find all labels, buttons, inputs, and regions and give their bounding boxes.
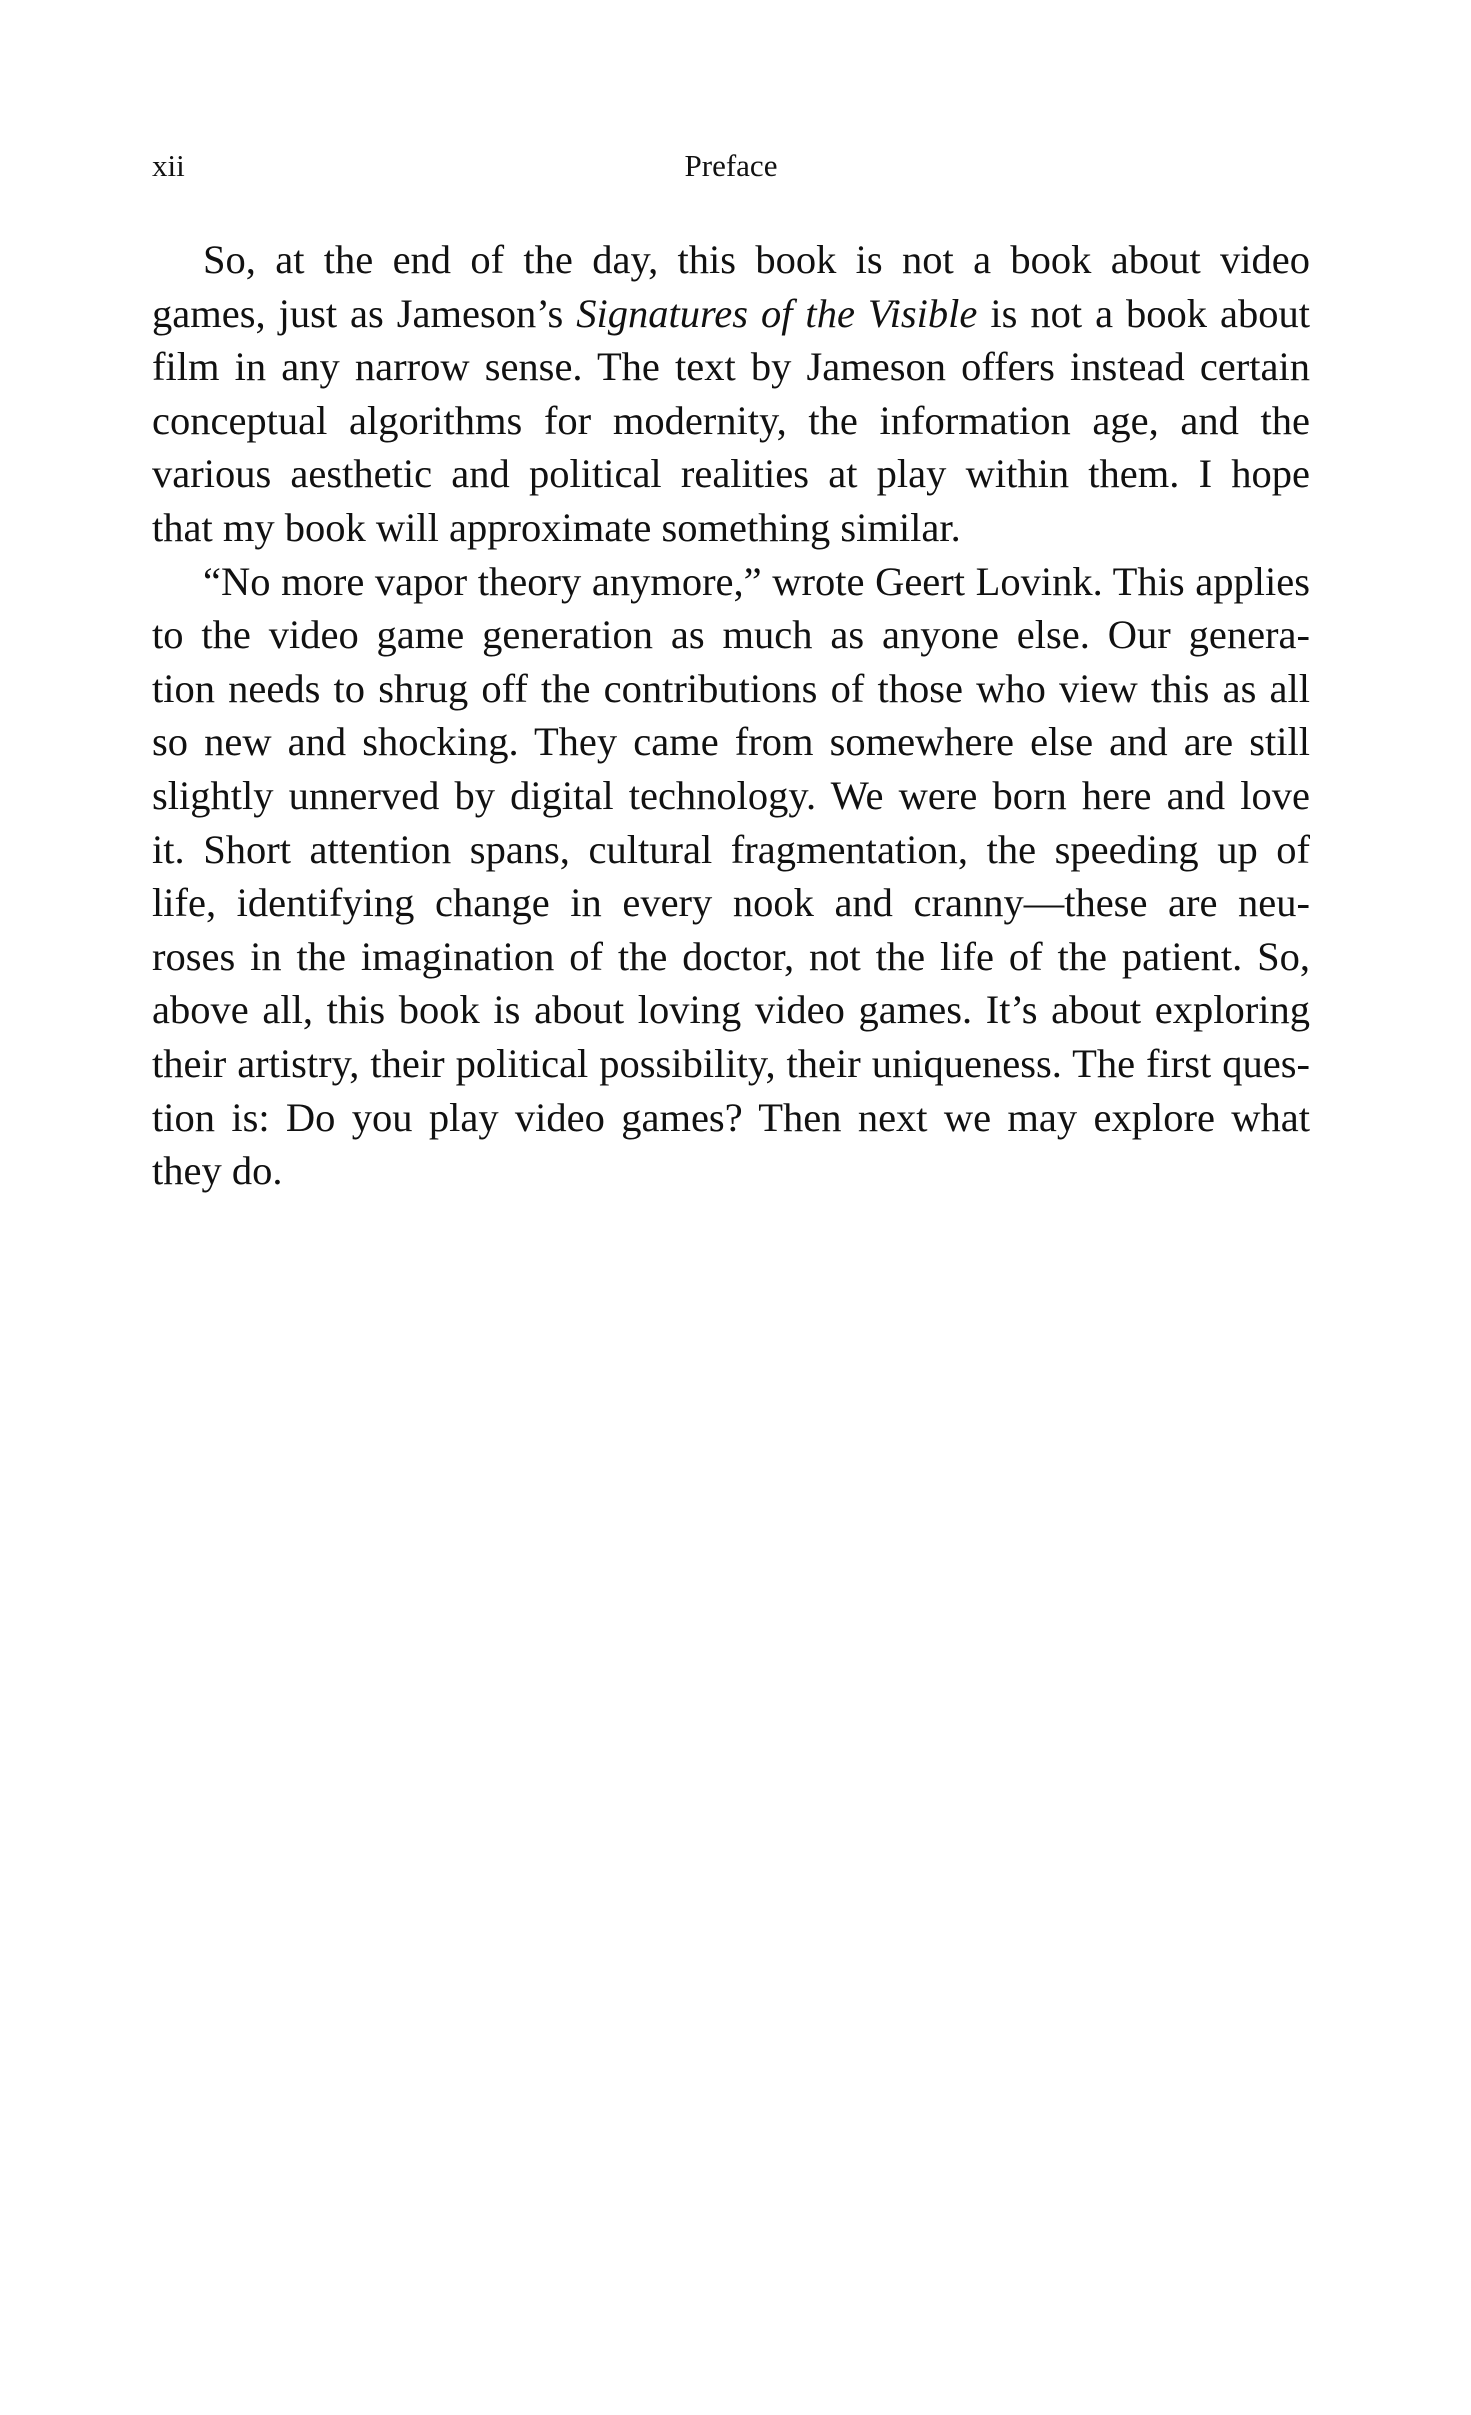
text-line	[152, 287, 1310, 341]
text-line: So, at the end of the day, this book is not a book about video	[203, 237, 1310, 282]
body-text	[152, 233, 1310, 1198]
text-line: their artistry, their political possibility, their uniqueness. The first ques-	[152, 1040, 1310, 1086]
text-line: so new and shocking. They came from somewhere else and are still	[152, 719, 1310, 765]
text-line: that my book will approximate something similar.	[152, 504, 961, 550]
paragraph	[152, 555, 1310, 1198]
text-line: various aesthetic and political realities at play within them. I hope	[152, 451, 1310, 497]
text-line: it. Short attention spans, cultural fragmentation, the speeding up of	[152, 826, 1310, 872]
text-line: tion is: Do you play video games? Then next we may explore what	[152, 1094, 1310, 1140]
text-line: above all, this book is about loving video games. It’s about exploring	[152, 987, 1310, 1033]
running-head	[152, 142, 1310, 190]
text-line: to the video game generation as much as anyone else. Our genera-	[152, 612, 1310, 658]
text-line: film in any narrow sense. The text by Jameson offers instead certain	[152, 344, 1310, 390]
text-line: life, identifying change in every nook and cranny—these are neu-	[152, 880, 1310, 926]
text-line: roses in the imagination of the doctor, not the life of the patient. So,	[152, 933, 1310, 979]
text-line: conceptual algorithms for modernity, the information age, and the	[152, 397, 1310, 443]
text-segment: is not a book about	[977, 290, 1310, 336]
text-line: tion needs to shrug off the contributions of those who view this as all	[152, 665, 1310, 711]
paragraph	[152, 233, 1310, 555]
text-line: they do.	[152, 1148, 283, 1194]
page-number: xii	[152, 148, 185, 183]
running-title: Preface	[684, 148, 778, 183]
text-line: “No more vapor theory anymore,” wrote Geert Lovink. This applies	[203, 558, 1310, 604]
text-segment: games, just as Jameson’s	[152, 290, 577, 336]
text-line: slightly unnerved by digital technology. We were born here and love	[152, 772, 1310, 818]
book-title: Signatures of the Visible	[576, 290, 978, 336]
